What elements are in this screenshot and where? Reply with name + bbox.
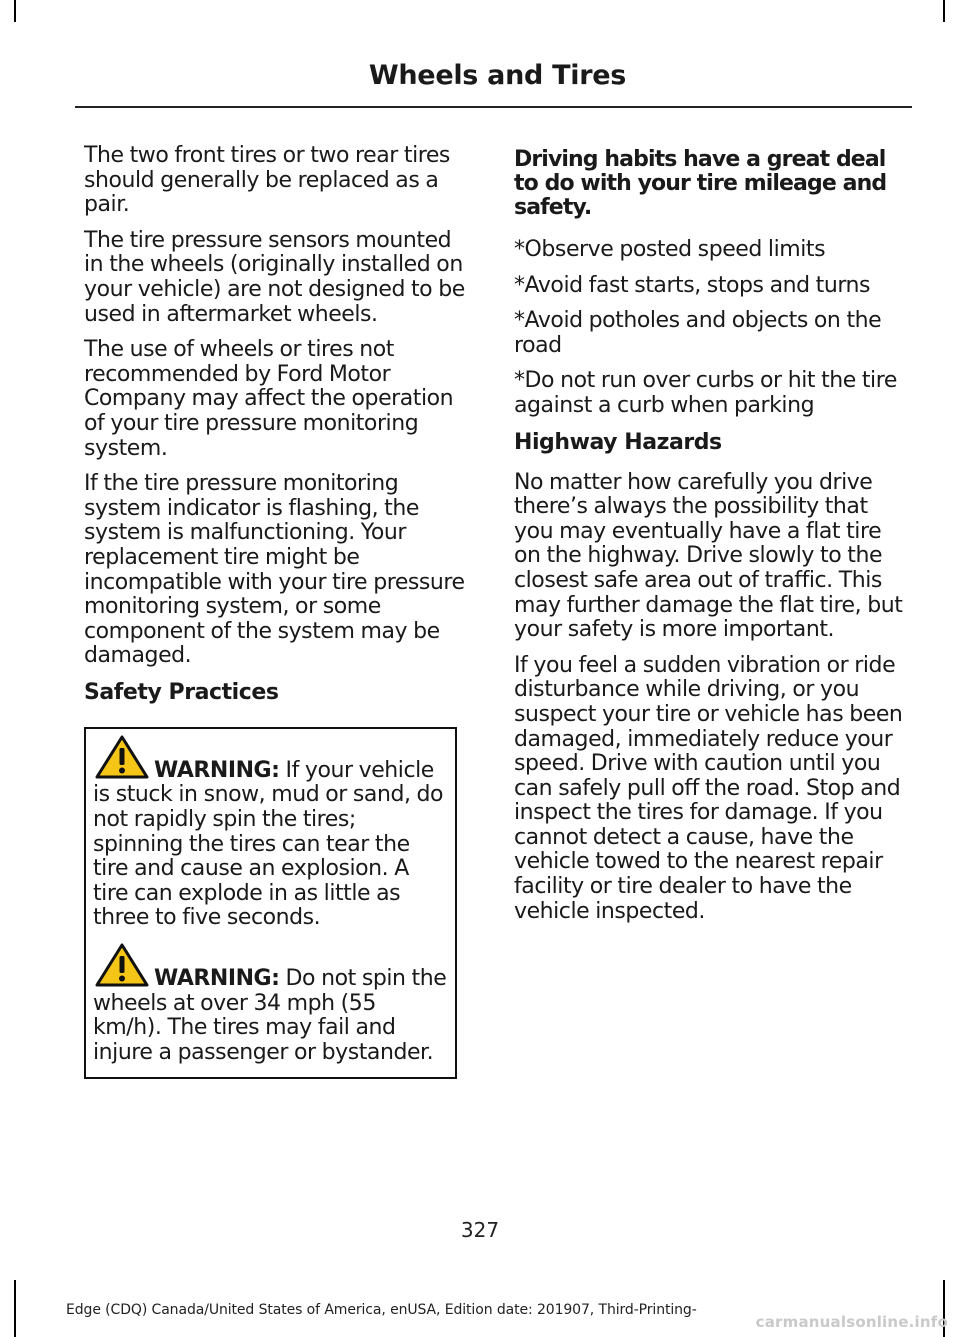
paragraph-wheels-not-recommended: The use of wheels or tires not recommended by Ford Motor Company may affect the operation of your tire pressure monitoring system. (84, 337, 454, 461)
paragraph-flat-tire: No matter how carefully you drive there’s always the possibility that you may eventually have a flat tire on the highway. Drive slowly to the closest safe area out of traffic. This may further damage the flat tire, but your safety is more important. (514, 469, 903, 643)
paragraph-tpms-flashing: If the tire pressure monitoring system indicator is flashing, the system is malfunctioning. Your replacement tire might be incompatible with your tire pressure monitoring system, or some component of the system may be damaged. (84, 471, 465, 669)
right-column (514, 144, 910, 935)
paragraph-tpms-sensors: The tire pressure sensors mounted in the wheels (originally installed on your vehicle) are not designed to be used in aftermarket wheels. (84, 227, 465, 327)
page-title: Wheels and Tires (368, 60, 626, 91)
crop-mark-top-left (14, 0, 16, 22)
watermark: carmanualsonline.info (755, 1313, 948, 1331)
paragraph-sudden-vibration: If you feel a sudden vibration or ride disturbance while driving, or you suspect your tire or vehicle has been damaged, immediately reduce your speed. Drive with caution until you can safely pull off the road. Stop and inspect the tires for damage. If you cannot detect a cause, have the vehicle towed to the nearest repair facility or tire dealer to have the vehicle inspected. (514, 652, 903, 924)
warning-text: Do not spin the wheels at over 34 mph (55 km/h). The tires may fail and injure a passenger or bystander. (93, 966, 447, 1065)
warning-label: WARNING: (154, 966, 280, 992)
header-divider (75, 106, 912, 108)
warning-text: If your vehicle is stuck in snow, mud or sand, do not rapidly spin the tires; spinning the tires can tear the tire and cause an explosion. A tire can explode in as little as three to five seconds. (93, 757, 444, 931)
list-item: *Observe posted speed limits (514, 237, 826, 262)
paragraph-replace-pair: The two front tires or two rear tires should generally be replaced as a pair. (84, 143, 450, 218)
warning-box (84, 727, 457, 1080)
heading-highway-hazards: Highway Hazards (514, 429, 722, 455)
warning-triangle-icon (95, 735, 149, 779)
list-item: *Avoid fast starts, stops and turns (514, 272, 871, 298)
list-item: *Avoid potholes and objects on the road (514, 308, 882, 358)
list-item: *Do not run over curbs or hit the tire against a curb when parking (514, 368, 897, 418)
page-number: 327 (460, 1218, 500, 1242)
warning-triangle-icon (95, 943, 149, 987)
warning-label: WARNING: (154, 757, 280, 783)
heading-safety-practices: Safety Practices (84, 679, 279, 705)
crop-mark-bottom-left (14, 1280, 16, 1337)
heading-driving-habits: Driving habits have a great deal to do with your tire mileage and safety. (514, 147, 887, 220)
warning-wheel-spin (93, 943, 448, 1065)
edition-info: Edge (CDQ) Canada/United States of America, enUSA, Edition date: 201907, Third-Printing- (66, 1302, 697, 1318)
left-column (84, 144, 476, 1079)
crop-mark-top-right (943, 0, 945, 22)
warning-stuck-vehicle (93, 735, 448, 931)
